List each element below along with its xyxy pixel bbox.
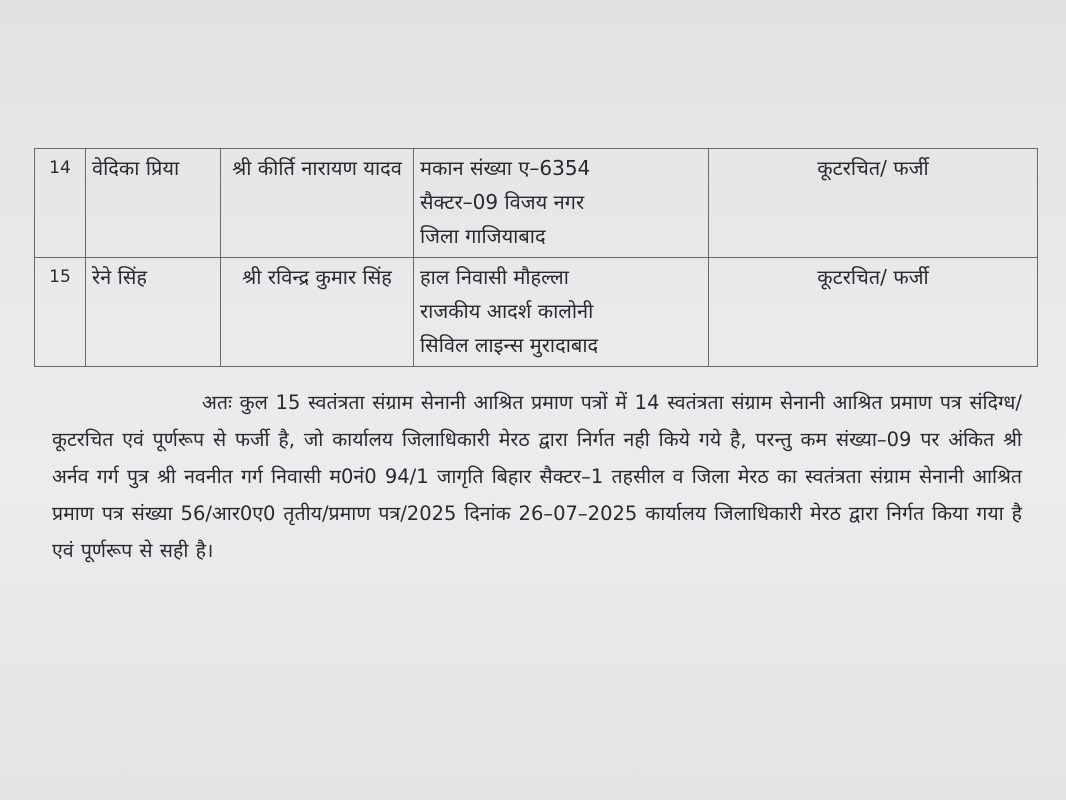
address-cell: मकान संख्या ए–6354 सैक्टर–09 विजय नगर जिला गाजियाबाद [414,149,709,258]
address-cell: हाल निवासी मौहल्ला राजकीय आदर्श कालोनी सिविल लाइन्स मुरादाबाद [414,258,709,367]
serial-number-cell: 15 [35,258,86,367]
records-table [34,148,1038,367]
serial-number-cell: 14 [35,149,86,258]
status-cell: कूटरचित/ फर्जी [709,258,1038,367]
name-cell: वेदिका प्रिया [86,149,221,258]
conclusion-paragraph: अतः कुल 15 स्वतंत्रता संग्राम सेनानी आश्रित प्रमाण पत्रों में 14 स्वतंत्रता संग्राम सेनानी आश्रित प्रमाण पत्र संदिग्ध/कूटरचित एवं पूर्णरूप से फर्जी है, जो कार्यालय जिलाधिकारी मेरठ द्वारा निर्गत नही किये गये है, परन्तु कम संख्या–09 पर अंकित श्री अर्नव गर्ग पुत्र श्री नवनीत गर्ग निवासी म0नं0 94/1 जागृति बिहार सैक्टर–1 तहसील व जिला मेरठ का स्वतंत्रता संग्राम सेनानी आश्रित प्रमाण पत्र संख्या 56/आर0ए0 तृतीय/प्रमाण पत्र/2025 दिनांक 26–07–2025 कार्यालय जिलाधिकारी मेरठ द्वारा निर्गत किया गया है एवं पूर्णरूप से सही है। [52,391,1022,562]
table-row [35,258,1038,367]
name-cell: रेने सिंह [86,258,221,367]
father-name-cell: श्री रविन्द्र कुमार सिंह [221,258,414,367]
status-cell: कूटरचित/ फर्जी [709,149,1038,258]
father-name-cell: श्री कीर्ति नारायण यादव [221,149,414,258]
table-row [35,149,1038,258]
